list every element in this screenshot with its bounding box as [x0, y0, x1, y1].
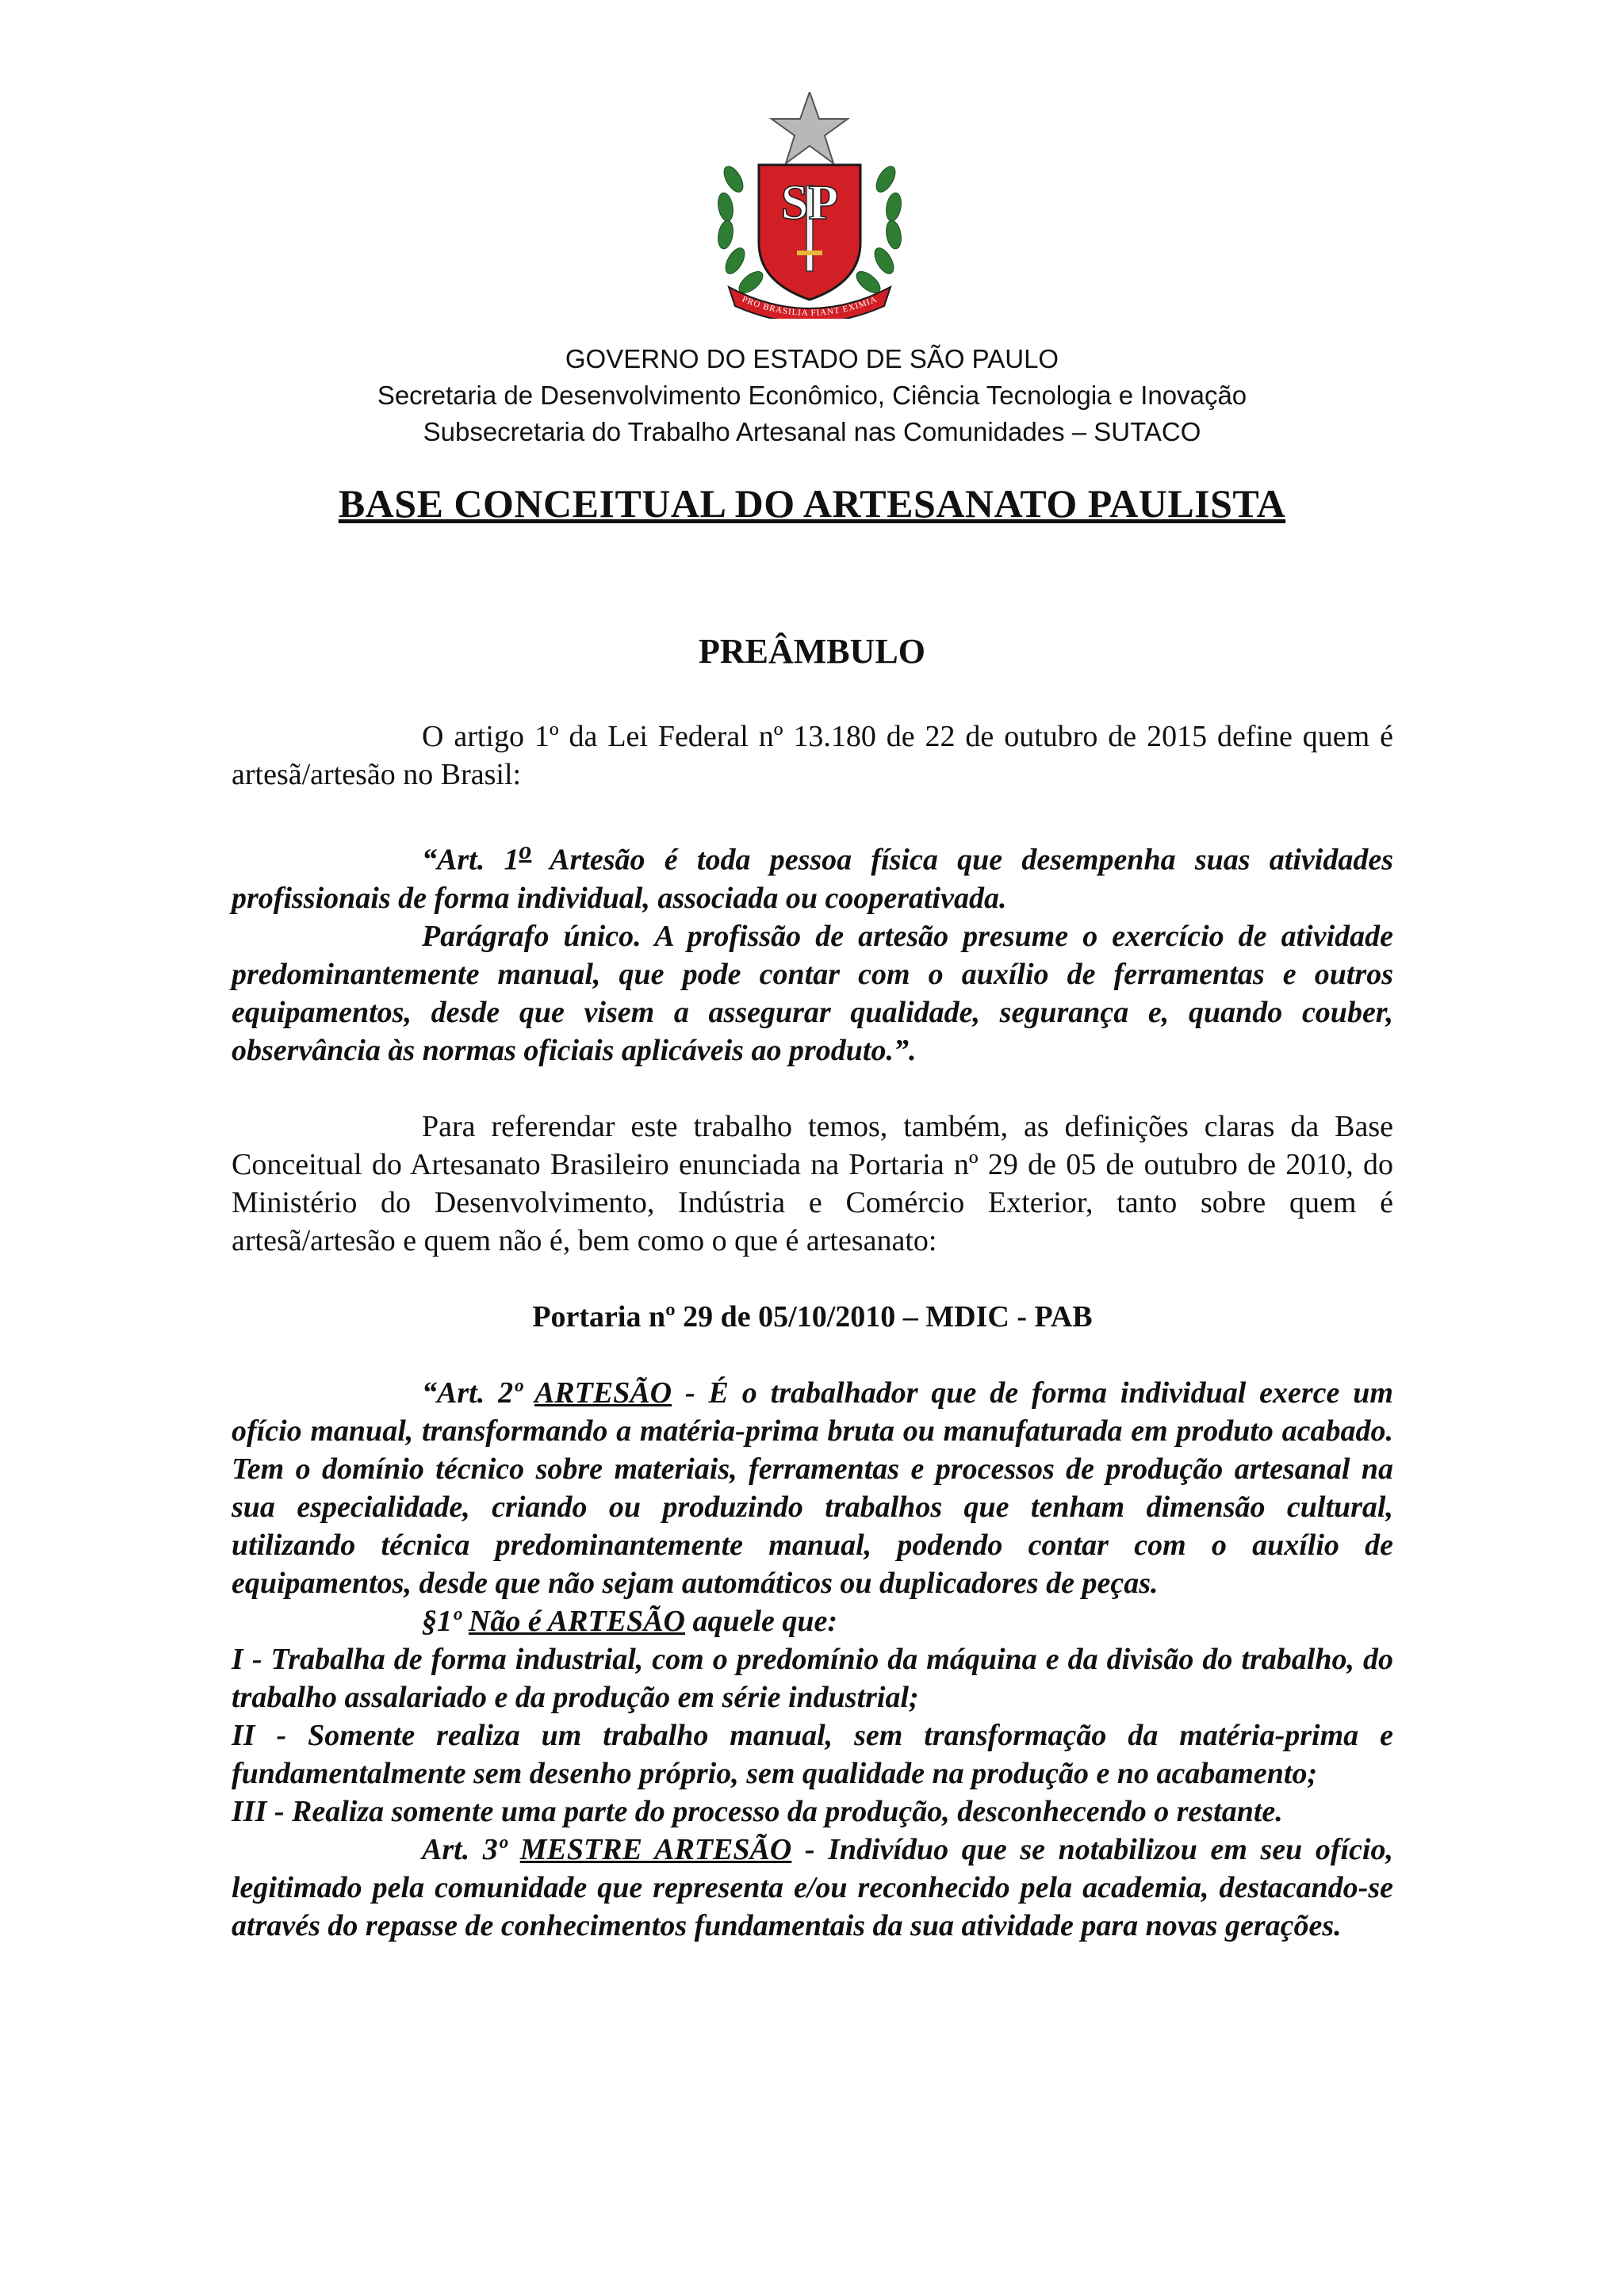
paragraph-1-prefix: §1º: [422, 1604, 469, 1638]
law-article-1-text: Artesão é toda pessoa física que desempenha suas atividades profissionais de forma individual, associada ou cooperativada.: [232, 843, 1394, 915]
paragraph-1: [232, 1602, 1393, 1640]
document-body: [232, 718, 1393, 1945]
law-article-1-label: Art. 1: [437, 843, 519, 877]
header-block: [0, 341, 1624, 450]
seal-motto: PRO BRASILIA FIANT EXIMIA: [740, 294, 879, 319]
article-2-prefix: “Art. 2º: [422, 1376, 534, 1410]
article-2-text: - É o trabalhador que de forma individual exerce um ofício manual, transformando a matéria-prima bruta ou manufaturada em produto acabado. Tem o domínio técnico sobre materiais, ferramentas e processos de produção artesanal na sua especialidade, criando ou produzindo trabalhos que tenham dimensão cultural, utilizando técnica predominantemente manual, podendo contar com o auxílio de equipamentos, desde que não sejam automáticos ou duplicadores de peças.: [232, 1376, 1393, 1600]
article-3-term: MESTRE ARTESÃO: [519, 1832, 792, 1866]
list-item-ii: II - Somente realiza um trabalho manual, sem transformação da matéria-prima e fundamentalmente sem desenho próprio, sem qualidade na produção e no acabamento;: [232, 1718, 1393, 1790]
portaria-article-2: [232, 1374, 1393, 1602]
portaria-title: Portaria nº 29 de 05/10/2010 – MDIC - PAB: [532, 1299, 1093, 1334]
portaria-article-3: [232, 1831, 1393, 1945]
section-title: PREÂMBULO: [699, 632, 925, 671]
referendar-paragraph: Para referendar este trabalho temos, também, as definições claras da Base Conceitual do Artesanato Brasileiro enunciada na Portaria nº 29 de 05 de outubro de 2010, do Ministério do Desenvolvimento, Indústria e Comércio Exterior, tanto sobre quem é artesã/artesão e quem não é, bem como o que é artesanato:: [232, 1109, 1393, 1257]
paragraph-1-suffix: aquele que:: [684, 1604, 838, 1638]
list-item-i: I - Trabalha de forma industrial, com o predomínio da máquina e da divisão do trabalho, do trabalho assalariado e da produção em série industrial;: [232, 1642, 1393, 1714]
paragraph-1-term: Não é ARTESÃO: [468, 1604, 685, 1638]
intro-paragraph: O artigo 1º da Lei Federal nº 13.180 de 22 de outubro de 2015 define quem é artesã/artesão no Brasil:: [232, 720, 1393, 791]
header-government: GOVERNO DO ESTADO DE SÃO PAULO: [565, 344, 1059, 373]
list-item-iii: III - Realiza somente uma parte do processo da produção, desconhecendo o restante.: [232, 1794, 1283, 1828]
seal-star: [772, 92, 848, 163]
header-subsecretariat: Subsecretaria do Trabalho Artesanal nas Comunidades – SUTACO: [423, 417, 1201, 446]
open-quote: “: [422, 843, 437, 877]
law-article-1-ordinal: o: [519, 836, 532, 864]
document-title: BASE CONCEITUAL DO ARTESANATO PAULISTA: [338, 481, 1286, 526]
sao-paulo-coat-of-arms-logo: [714, 92, 905, 319]
article-2-term: ARTESÃO: [534, 1376, 672, 1410]
article-3-text: - Indivíduo que se notabilizou em seu ofício, legitimado pela comunidade que representa e/ou reconhecido pela academia, destacando-se através do repasse de conhecimentos fundamentais da sua atividade para novas gerações.: [232, 1832, 1393, 1942]
law-article-1: [232, 832, 1393, 917]
seal-initials: SP: [780, 176, 839, 230]
header-secretariat: Secretaria de Desenvolvimento Econômico, Ciência Tecnologia e Inovação: [377, 381, 1247, 410]
law-single-paragraph: Parágrafo único. A profissão de artesão presume o exercício de atividade predominantemente manual, que pode contar com o auxílio de ferramentas e outros equipamentos, desde que visem a assegurar qualidade, segurança e, quando couber, observância às normas oficiais aplicáveis ao produto.”.: [232, 919, 1393, 1067]
article-3-prefix: Art. 3º: [422, 1832, 520, 1866]
